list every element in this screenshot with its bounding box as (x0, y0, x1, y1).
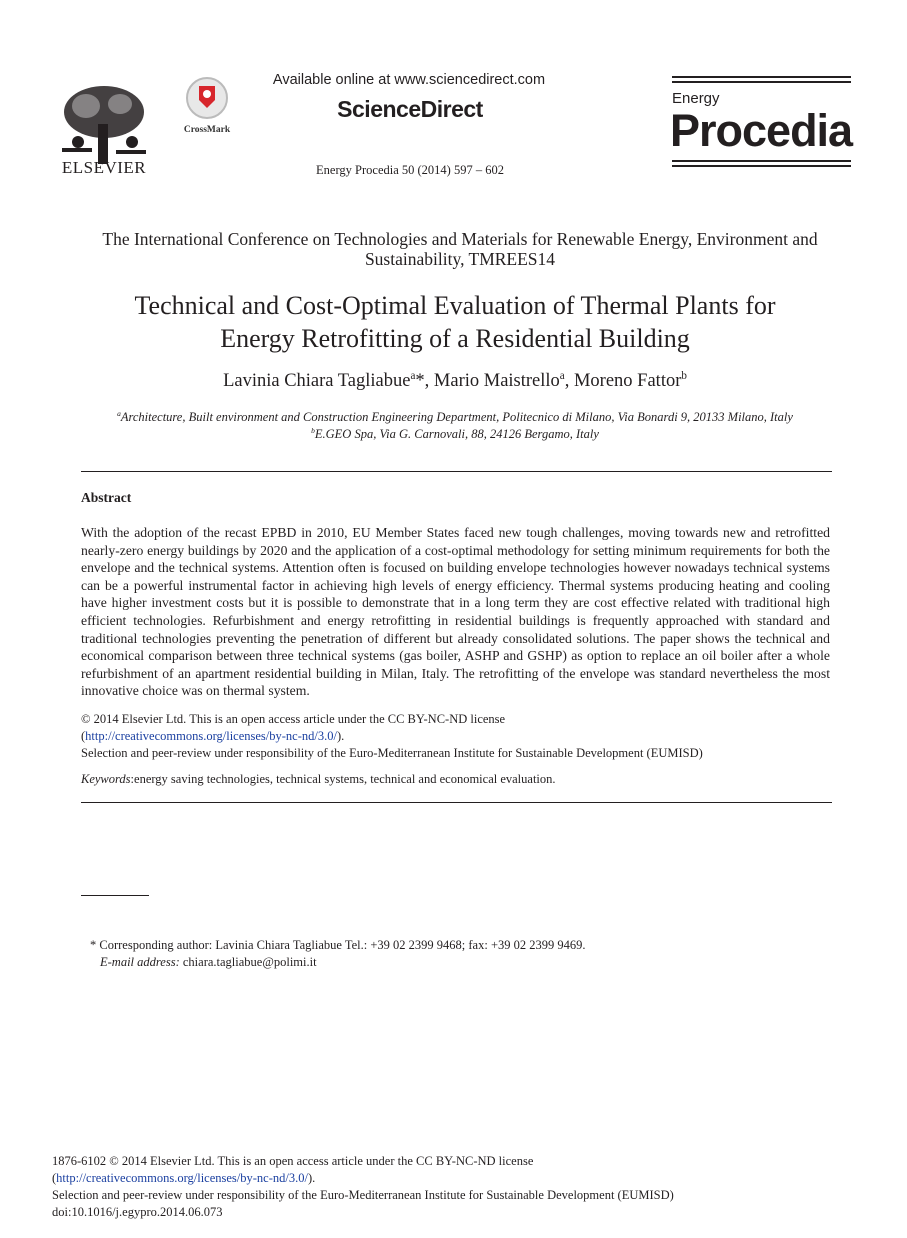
license-line (81, 728, 841, 745)
abstract-heading: Abstract (81, 490, 132, 505)
author-name: Mario Maistrello (433, 371, 560, 392)
affiliation-b (60, 426, 850, 442)
email-label: E-mail address: (100, 955, 180, 969)
keywords-label: Keywords (81, 772, 131, 786)
paren-close: ). (307, 1171, 316, 1185)
author-affil-mark: a (410, 370, 416, 382)
bottom-peer-review: Selection and peer-review under responsibility of the Euro-Mediterranean Institute for Sustainable Development (EUMISD) (52, 1188, 674, 1202)
affil-mark: b (311, 426, 315, 435)
sciencedirect-wordmark[interactable]: ScienceDirect (337, 96, 483, 122)
author-affil-mark: b (681, 370, 687, 382)
conference-name: The International Conference on Technologies and Materials for Renewable Energy, Environment and Sustainability, TMREES14 (102, 229, 818, 269)
copyright-block (81, 711, 841, 762)
divider-top (81, 471, 832, 472)
divider-bottom (81, 802, 832, 803)
journal-logo-procedia: Procedia (670, 105, 853, 156)
crossmark-icon (178, 76, 236, 120)
affil-text: E.GEO Spa, Via G. Carnovali, 88, 24126 Bergamo, Italy (314, 427, 599, 442)
journal-reference: Energy Procedia 50 (2014) 597 – 602 (316, 163, 504, 177)
crossmark-label: CrossMark (183, 125, 231, 135)
affil-mark: a (117, 409, 121, 418)
journal-logo-bottom-rule (672, 160, 851, 170)
corresponding-author: * Corresponding author: Lavinia Chiara Tagliabue Tel.: +39 02 2399 9468; fax: +39 02 2399 9469. (90, 938, 586, 952)
affiliation-a (60, 409, 850, 425)
license-link[interactable]: http://creativecommons.org/licenses/by-nc-nd/3.0/ (85, 729, 337, 743)
doi[interactable]: doi:10.1016/j.egypro.2014.06.073 (52, 1205, 223, 1219)
footnote-rule (81, 895, 149, 896)
email-line (90, 954, 850, 971)
journal-logo-energy: Energy (672, 90, 720, 107)
journal-logo-top-rule (672, 76, 851, 86)
issn-line: 1876-6102 © 2014 Elsevier Ltd. This is an open access article under the CC BY-NC-ND license (52, 1154, 534, 1168)
affil-text: Architecture, Built environment and Construction Engineering Department, Politecnico di Milano, Via Bonardi 9, 20133 Milano, Italy (120, 410, 793, 425)
author-affil-mark: a (559, 370, 565, 382)
author-name: Moreno Fattor (573, 371, 682, 392)
bottom-license-link[interactable]: http://creativecommons.org/licenses/by-nc-nd/3.0/ (56, 1171, 308, 1185)
keywords (81, 772, 841, 787)
paper-title (60, 289, 850, 355)
available-online-text: Available online at www.sciencedirect.com (272, 72, 546, 88)
author-name: Lavinia Chiara Tagliabue (223, 371, 411, 392)
keywords-text: :energy saving technologies, technical systems, technical and economical evaluation. (130, 772, 556, 786)
crossmark-badge[interactable] (178, 76, 236, 135)
bottom-license-line (52, 1170, 852, 1187)
paren-open: ( (52, 1171, 57, 1185)
author-sep: *, (415, 371, 434, 392)
title-line-1: Technical and Cost-Optimal Evaluation of Thermal Plants for (134, 291, 776, 320)
title-line-2: Energy Retrofitting of a Residential Building (220, 324, 690, 353)
copyright-line: © 2014 Elsevier Ltd. This is an open access article under the CC BY-NC-ND license (81, 712, 506, 726)
peer-review-line: Selection and peer-review under responsibility of the Euro-Mediterranean Institute for Sustainable Development (EUMISD) (81, 746, 703, 760)
elsevier-wordmark: ELSEVIER (61, 158, 147, 177)
footnote (90, 937, 850, 971)
abstract-body: With the adoption of the recast EPBD in 2010, EU Member States faced new tough challenges, moving towards new and retrofitted nearly-zero energy buildings by 2020 and the application of a cost-optimal methodology for setting minimum requirements for both the envelope and the technical systems. Attention often is focused on building envelope technologies however nowadays technical systems can be a powerful instrumental factor in achieving high levels of energy efficiency. Thermal systems producing heating and cooling have higher investment costs but it is possible to demonstrate that in a long term they are cost effective related with traditional high efficient technologies. Refurbishment and energy retrofitting in residential buildings is frequently approached with standard and traditional technologies preventing the penetration of different but already consolidated solutions. The paper shows the technical and economical comparison between three technical systems (gas boiler, ASHP and GSHP) as option to replace an oil boiler after a whole refurbishment of an apartment residential building in Milan, Italy. The retrofitting of the envelope was standard nevertheless the most innovative choice was on thermal system. (81, 525, 830, 699)
bottom-matter (52, 1153, 852, 1221)
email-address[interactable]: chiara.tagliabue@polimi.it (179, 955, 317, 969)
paren-open: ( (81, 729, 86, 743)
author-list (60, 370, 850, 392)
paren-close: ). (336, 729, 345, 743)
author-sep: , (564, 371, 574, 392)
